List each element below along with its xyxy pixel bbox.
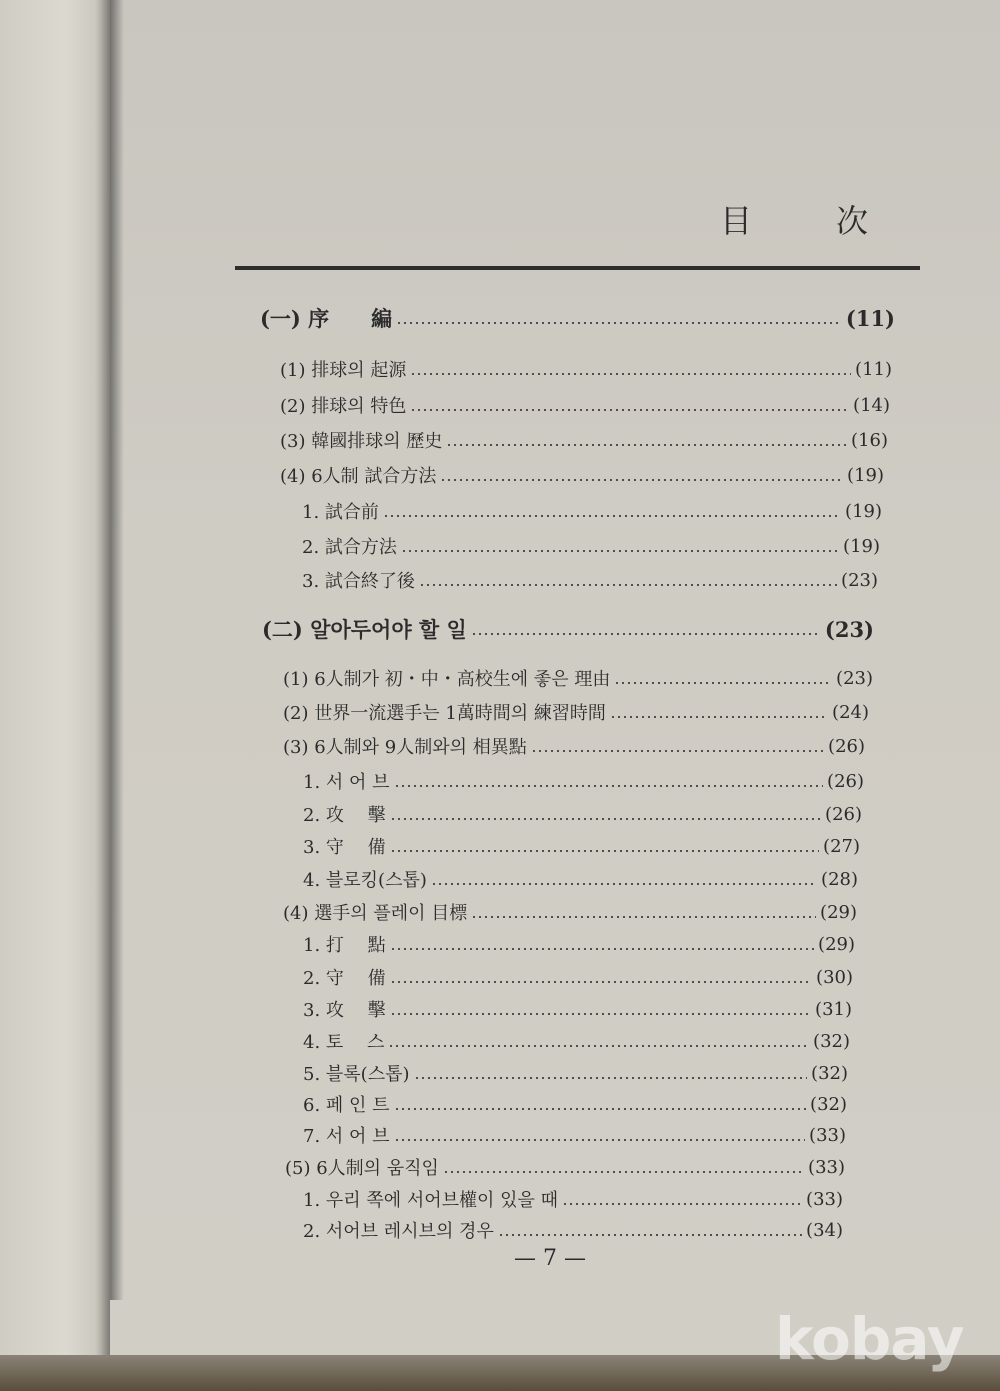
toc-entry [303,1090,847,1118]
toc-entry-label: (2) 世界一流選手는 1萬時間의 練習時間 [283,703,606,724]
toc-entry [280,391,890,419]
toc-entry [260,303,895,333]
toc-leader-dots [394,1108,807,1110]
toc-entry-label: 2. 守 備 [303,968,386,989]
toc-entry-page: (33) [808,1156,845,1178]
toc-entry [303,995,852,1023]
toc-entry-label: 2. 서어브 레시브의 경우 [303,1221,494,1242]
toc-entry [285,1153,845,1181]
toc-entry [302,532,880,560]
toc-entry [283,664,873,692]
toc-entry-page: (33) [806,1188,843,1210]
toc-entry-label: 2. 攻 擊 [303,805,386,826]
toc-entry-label: (5) 6人制의 움직임 [285,1158,439,1179]
toc-entry [303,832,860,860]
toc-leader-dots [446,444,847,446]
toc-entry [303,865,858,893]
toc-entry [302,566,878,594]
toc-leader-dots [410,409,849,411]
toc-entry-label: 1. 우리 쪽에 서어브權이 있을 때 [303,1190,559,1211]
toc-entry-label: 4. 토 스 [303,1032,385,1053]
toc-entry-page: (23) [824,616,874,642]
toc-entry-label: (1) 6人制가 初・中・高校生에 좋은 理由 [283,669,611,690]
toc-entry [283,898,857,926]
toc-entry-label: (二) 알아두어야 할 일 [262,617,467,642]
toc-entry [303,1216,843,1244]
toc-leader-dots [390,850,819,852]
toc-entry [302,497,882,525]
toc-entry-label: 6. 페 인 트 [303,1095,390,1116]
toc-entry-page: (29) [818,933,855,955]
toc-entry [303,963,853,991]
toc-entry [280,461,884,489]
toc-leader-dots [443,1171,804,1173]
toc-entry [303,1185,843,1213]
toc-entry-page: (26) [825,803,862,825]
toc-leader-dots [414,1077,808,1079]
toc-entry-page: (32) [811,1062,848,1084]
toc-entry-label: 3. 攻 擊 [303,1000,386,1021]
toc-entry-label: 4. 블로킹(스톱) [303,870,427,891]
toc-entry-page: (26) [828,735,865,757]
toc-entry-page: (11) [845,305,895,331]
toc-leader-dots [471,633,821,635]
toc-leader-dots [419,584,837,586]
toc-entry [303,1059,848,1087]
toc-entry-page: (30) [816,966,853,988]
toc-entry-page: (23) [836,667,873,689]
toc-entry-label: (4) 選手의 플레이 目標 [283,903,468,924]
toc-entry-label: (一) 序 編 [260,306,393,331]
toc-entry [283,698,869,726]
toc-entry-page: (19) [845,500,882,522]
toc-entry-label: 1. 試合前 [302,502,379,523]
toc-entry-page: (23) [841,569,878,591]
toc-leader-dots [396,322,842,324]
toc-leader-dots [610,716,828,718]
page-number: — 7 — [514,1246,586,1271]
toc-leader-dots [394,1139,806,1141]
toc-entry [303,1027,850,1055]
toc-entry [280,426,888,454]
toc-entry-page: (24) [832,701,869,723]
toc-entry-label: (3) 韓國排球의 歷史 [280,431,443,452]
toc-entry-page: (14) [853,394,890,416]
toc-entry-label: 1. 서 어 브 [303,772,390,793]
toc-leader-dots [383,515,841,517]
toc-entry-page: (19) [843,535,880,557]
toc-entry-label: 7. 서 어 브 [303,1126,390,1147]
toc-entry [280,355,892,383]
toc-entry-label: 2. 試合方法 [302,537,397,558]
toc-entry [303,767,864,795]
watermark-logo: kobay [775,1305,964,1373]
toc-entry [303,800,862,828]
toc-entry-page: (32) [813,1030,850,1052]
toc-entry-label: 1. 打 點 [303,935,386,956]
toc-entry-page: (33) [809,1124,846,1146]
toc-leader-dots [440,479,843,481]
toc-entry-label: 5. 블록(스톱) [303,1064,410,1085]
toc-leader-dots [562,1203,802,1205]
toc-entry-page: (26) [827,770,864,792]
toc-entry-page: (16) [851,429,888,451]
toc-leader-dots [394,785,824,787]
toc-entry-label: (3) 6人制와 9人制와의 相異點 [283,737,527,758]
toc-leader-dots [390,1013,811,1015]
toc-entry-page: (31) [815,998,852,1020]
toc-leader-dots [471,916,816,918]
toc-entry-label: 3. 試合終了後 [302,571,415,592]
toc-entry-page: (34) [806,1219,843,1241]
toc-entry [262,613,874,645]
toc-leader-dots [410,373,851,375]
toc-entry-page: (29) [820,901,857,923]
toc-entry-page: (27) [823,835,860,857]
toc-entry [303,930,855,958]
toc-entry-page: (11) [855,358,892,380]
toc-entry-page: (19) [847,464,884,486]
toc-entry-label: (4) 6人制 試合方法 [280,466,437,487]
toc-leader-dots [390,948,814,950]
toc-entry-label: 3. 守 備 [303,837,386,858]
toc-leader-dots [431,883,817,885]
toc-entry-page: (28) [821,868,858,890]
title-char-2: 次 [835,202,870,240]
toc-leader-dots [388,1045,809,1047]
toc-leader-dots [498,1234,802,1236]
toc-entry [283,732,865,760]
toc-entry-page: (32) [810,1093,847,1115]
toc-entry-label: (1) 排球의 起源 [280,360,407,381]
toc-leader-dots [614,682,832,684]
toc-leader-dots [390,981,812,983]
toc-entry [303,1121,846,1149]
toc-leader-dots [531,750,824,752]
toc-leader-dots [390,818,821,820]
toc-entry-label: (2) 排球의 特色 [280,396,407,417]
title-char-1: 目 [720,202,755,240]
toc-leader-dots [401,550,839,552]
